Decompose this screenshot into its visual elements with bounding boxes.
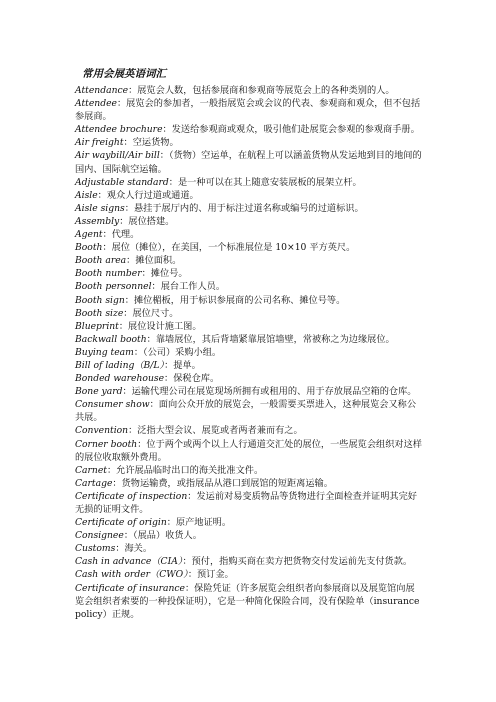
glossary-term: Corner booth [75, 438, 138, 450]
glossary-term: Booth number [75, 268, 142, 280]
glossary-term: Convention [75, 425, 129, 437]
glossary-entry [75, 267, 423, 280]
glossary-entry [75, 307, 423, 320]
glossary-term: Air freight [75, 137, 124, 149]
glossary-entry [75, 97, 423, 123]
glossary-entry [75, 202, 423, 215]
glossary-entry [75, 555, 423, 568]
glossary-definition: ：保税仓库。 [164, 373, 220, 385]
glossary-term: Booth size [75, 307, 124, 319]
glossary-definition: ：发送给参观商或观众，吸引他们赴展览会参观的参观商手册。 [162, 124, 420, 136]
glossary-definition: ：原产地证明。 [166, 517, 232, 529]
glossary-entry [75, 424, 423, 437]
glossary-term: Cash in advance（CIA） [75, 556, 183, 568]
glossary-entry [75, 372, 423, 385]
glossary-term: Air waybill/Air bill [75, 150, 160, 162]
glossary-definition: ：海关。 [115, 543, 153, 555]
glossary-definition: ：代理。 [102, 229, 140, 241]
glossary-entry [75, 490, 423, 516]
glossary-term: Blueprint [75, 320, 119, 332]
glossary-definition: ：货物运输费，或指展品从港口到展馆的短距离运输。 [112, 477, 333, 489]
glossary-definition: ：提单。 [164, 359, 201, 371]
glossary-term: Backwall booth [75, 333, 147, 345]
glossary-definition: ：展台工作人员。 [151, 281, 226, 293]
glossary-definition: ：（展品）收货人。 [123, 530, 202, 542]
glossary-term: Customs [75, 543, 116, 555]
glossary-definition: ：保险凭证（许多展览会组织者向参展商以及展览馆向展览会组织者索要的一种投保证明），它是一种简化保险合同，没有保险单（insurance policy）正规。 [75, 582, 420, 620]
glossary-term: Bill of lading（B/L） [75, 359, 165, 371]
glossary-entry [75, 254, 423, 267]
glossary-entry [75, 359, 423, 372]
glossary-entry [75, 84, 423, 97]
glossary-entry [75, 516, 423, 529]
glossary-term: Cash with order（CWO） [75, 569, 188, 581]
glossary-term: Consignee [75, 530, 124, 542]
glossary-definition: ：预付，指购买商在卖方把货物交付发运前先支付货款。 [182, 556, 413, 568]
glossary-entry [75, 582, 423, 621]
glossary-term: Adjustable standard [75, 176, 169, 188]
glossary-entry [75, 438, 423, 464]
glossary-definition: ：摊位号。 [141, 268, 188, 280]
page-title: 常用会展英语词汇 [82, 68, 166, 80]
glossary-definition: ：悬挂于展厅内的、用于标注过道名称或编号的过道标识。 [124, 202, 364, 214]
glossary-entry [75, 320, 423, 333]
glossary-definition: ：摊位面积。 [126, 255, 182, 267]
glossary-term: Bone yard [75, 386, 123, 398]
glossary-entry [75, 241, 423, 254]
glossary-entry [75, 215, 423, 228]
glossary-definition: ：展览会的参加者，一般指展览会或会议的代表、参观商和观众，但不包括参展商。 [75, 98, 421, 123]
glossary-entry [75, 333, 423, 346]
glossary-definition: ：展位设计施工图。 [118, 320, 202, 332]
glossary-term: Certificate of origin [75, 517, 167, 529]
glossary-term: Assembly [75, 215, 120, 227]
glossary-definition: ：泛指大型会议、展览或者两者兼而有之。 [128, 425, 303, 437]
glossary-entry [75, 176, 423, 189]
glossary-definition: ：展位尺寸。 [123, 307, 179, 319]
glossary-definition: ：允许展品临时出口的海关批准文件。 [106, 464, 264, 476]
glossary-entry [75, 228, 423, 241]
glossary-definition: ：运输代理公司在展览现场所拥有或租用的、用于存放展品空箱的仓库。 [122, 386, 417, 398]
glossary-term: Cartage [75, 477, 113, 489]
glossary-term: Booth sign [75, 294, 125, 306]
glossary-term: Attendee [75, 98, 117, 110]
glossary-term: Buying team [75, 346, 134, 358]
glossary-definition: ：展位搭建。 [119, 215, 175, 227]
glossary-entry [75, 280, 423, 293]
glossary-term: Consumer show [75, 399, 150, 411]
glossary-term: Booth personnel [75, 281, 152, 293]
glossary-entry [75, 136, 423, 149]
glossary-term: Attendee brochure [75, 124, 163, 136]
glossary-entry [75, 477, 423, 490]
glossary-definition: ：发运前对易变质物品等货物进行全面检查并证明其完好无损的证明文件。 [75, 490, 417, 515]
glossary-term: Certificate of insurance [75, 582, 185, 594]
glossary-definition: ：（公司）采购小组。 [133, 346, 222, 358]
glossary-entry [75, 123, 423, 136]
glossary-term: Booth [75, 242, 103, 254]
glossary-term: Aisle [75, 189, 98, 201]
glossary-entry [75, 398, 423, 424]
glossary-entry [75, 294, 423, 307]
glossary-term: Booth area [75, 255, 127, 267]
glossary-definition: ：（货物）空运单，在航程上可以涵盖货物从发运地到目的地间的国内、国际航空运输。 [75, 150, 422, 175]
glossary-definition: ：靠墙展位，其后背墙紧靠展馆墙壁，常被称之为边缘展位。 [146, 333, 395, 345]
glossary-entry [75, 189, 423, 202]
glossary-term: Bonded warehouse [75, 373, 165, 385]
glossary-definition: ：观众人行过道或通道。 [97, 189, 199, 201]
glossary-list [75, 84, 423, 621]
glossary-entry [75, 542, 423, 555]
glossary-term: Agent [75, 229, 103, 241]
glossary-term: Certificate of inspection [75, 490, 188, 502]
glossary-entry [75, 464, 423, 477]
glossary-entry [75, 529, 423, 542]
glossary-definition: ：预订金。 [187, 569, 234, 581]
glossary-entry [75, 385, 423, 398]
glossary-definition: ：位于两个或两个以上人行通道交汇处的展位，一些展览会组织对这样的展位收取额外费用。 [75, 438, 422, 463]
glossary-term: Attendance [75, 85, 129, 96]
glossary-definition: ：是一种可以在其上随意安装展板的展架立杆。 [168, 176, 362, 188]
glossary-entry [75, 346, 423, 359]
glossary-definition: ：空运货物。 [123, 137, 179, 149]
glossary-entry [75, 568, 423, 581]
glossary-entry [75, 149, 423, 175]
glossary-term: Carnet [75, 464, 107, 476]
glossary-definition: ：展览会人数，包括参展商和参观商等展览会上的各种类别的人。 [128, 85, 395, 96]
glossary-definition: ：面向公众开放的展览会，一般需要买票进入，这种展览会又称公共展。 [75, 399, 417, 424]
glossary-definition: ：摊位楣板，用于标识参展商的公司名称、摊位号等。 [124, 294, 346, 306]
glossary-definition: ：展位（摊位），在美国，一个标准展位是 10×10 平方英尺。 [102, 242, 356, 254]
glossary-term: Aisle signs [75, 202, 125, 214]
